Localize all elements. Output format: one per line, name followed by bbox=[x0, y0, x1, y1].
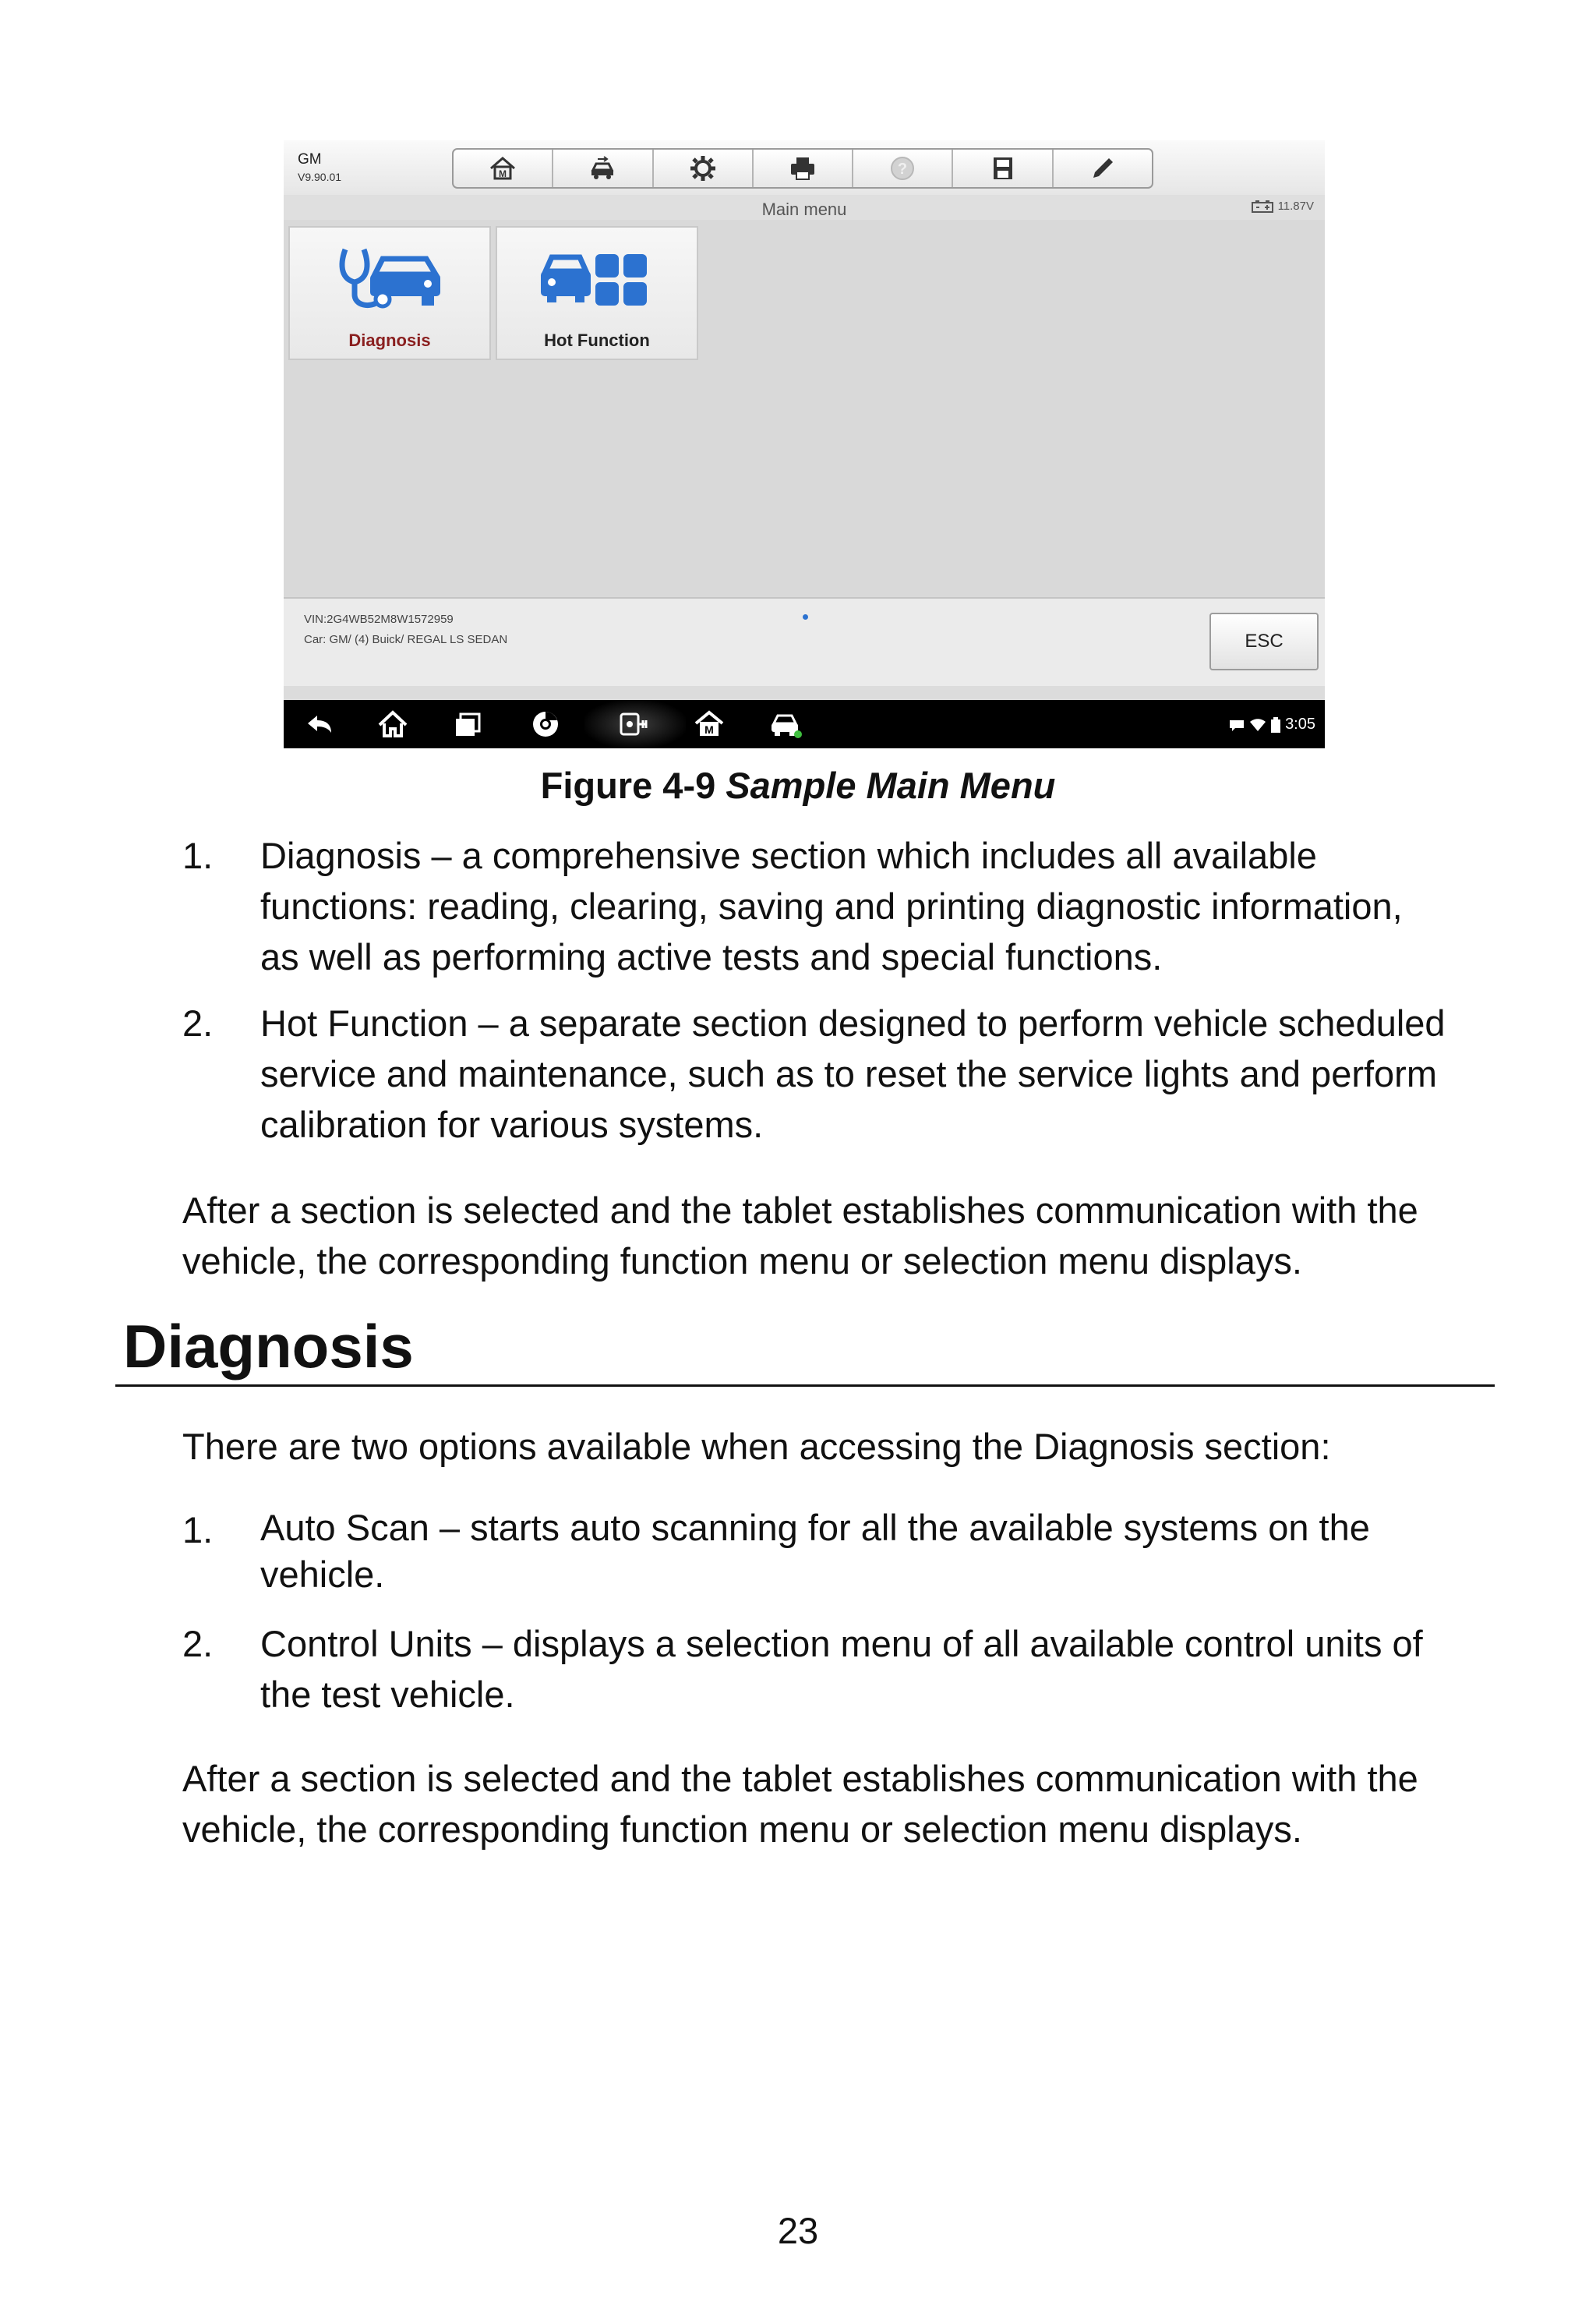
battery-status bbox=[1252, 200, 1314, 213]
text-line: the test vehicle. bbox=[260, 1674, 515, 1715]
list1-item1-text bbox=[260, 830, 1487, 982]
text-line: vehicle. bbox=[260, 1554, 385, 1595]
figure-caption bbox=[0, 764, 1596, 807]
vehicle-info bbox=[304, 610, 507, 650]
car-text: Car: GM/ (4) Buick/ REGAL LS SEDAN bbox=[304, 633, 508, 646]
diagnosis-tile-label: Diagnosis bbox=[348, 331, 431, 350]
text-line: Auto Scan – starts auto scanning for all the available systems on the bbox=[260, 1507, 1370, 1548]
hot-function-icon bbox=[535, 243, 659, 318]
heading-rule bbox=[115, 1384, 1495, 1387]
svg-text:?: ? bbox=[898, 161, 908, 178]
android-nav-bar bbox=[284, 700, 1325, 748]
home-m-icon[interactable] bbox=[454, 150, 553, 187]
svg-text:M: M bbox=[704, 723, 714, 736]
screen-title: Main menu bbox=[761, 200, 847, 219]
home-icon[interactable] bbox=[369, 706, 416, 742]
message-icon bbox=[1229, 719, 1245, 731]
diagnosis-icon bbox=[331, 243, 448, 318]
vehicle-info-bar bbox=[284, 597, 1325, 686]
clock: 3:05 bbox=[1285, 716, 1315, 733]
text-line: After a section is selected and the tablet establishes communication with the bbox=[182, 1190, 1418, 1231]
wifi-icon bbox=[1249, 718, 1266, 732]
hot-function-tile-label: Hot Function bbox=[544, 331, 650, 350]
recent-apps-icon[interactable] bbox=[444, 706, 491, 742]
list2-item2-text bbox=[260, 1618, 1487, 1720]
text-line: vehicle, the corresponding function menu or selection menu displays. bbox=[182, 1240, 1302, 1282]
text-line: as well as performing active tests and special functions. bbox=[260, 936, 1163, 978]
text-line: Control Units – displays a selection menu of all available control units of bbox=[260, 1623, 1423, 1664]
esc-button[interactable]: ESC bbox=[1209, 613, 1319, 670]
battery-status-icon bbox=[1271, 717, 1280, 733]
text-line: vehicle, the corresponding function menu or selection menu displays. bbox=[182, 1808, 1302, 1850]
section-heading: Diagnosis bbox=[123, 1312, 414, 1381]
help-icon[interactable] bbox=[853, 150, 953, 187]
chrome-icon[interactable] bbox=[522, 706, 569, 742]
text-line: After a section is selected and the tablet establishes communication with the bbox=[182, 1758, 1418, 1799]
battery-icon bbox=[1252, 200, 1275, 213]
intro-paragraph: There are two options available when accessing the Diagnosis section: bbox=[182, 1426, 1331, 1467]
page-indicator-dot bbox=[803, 614, 808, 620]
settings-icon[interactable] bbox=[654, 150, 754, 187]
page-number: 23 bbox=[777, 2210, 819, 2251]
brand-info bbox=[298, 151, 341, 186]
car-wifi-icon[interactable] bbox=[762, 706, 809, 742]
software-version: V9.90.01 bbox=[298, 171, 342, 183]
paragraph-2 bbox=[182, 1753, 1487, 1854]
list2-item2-number: 2. bbox=[182, 1623, 214, 1664]
text-line: functions: reading, clearing, saving and printing diagnostic information, bbox=[260, 886, 1403, 927]
list2-item1-number: 1. bbox=[182, 1509, 214, 1550]
back-icon[interactable] bbox=[296, 706, 343, 742]
vin-text: VIN:2G4WB52M8W1572959 bbox=[304, 613, 454, 626]
vehicle-swap-icon[interactable] bbox=[553, 150, 653, 187]
text-line: Diagnosis – a comprehensive section which includes all available bbox=[260, 835, 1317, 876]
text-line: Hot Function – a separate section designed to perform vehicle scheduled bbox=[260, 1002, 1446, 1044]
vci-icon[interactable] bbox=[611, 706, 658, 742]
list1-item1-number: 1. bbox=[182, 835, 214, 876]
maxisys-icon[interactable] bbox=[686, 706, 733, 742]
top-bar bbox=[284, 140, 1325, 195]
main-menu-screenshot bbox=[284, 140, 1325, 748]
diagnosis-tile[interactable] bbox=[288, 226, 491, 360]
main-menu-content bbox=[284, 220, 1325, 597]
list1-item2-number: 2. bbox=[182, 1002, 214, 1044]
edit-icon[interactable] bbox=[1054, 150, 1152, 187]
print-icon[interactable] bbox=[754, 150, 853, 187]
list1-item2-text bbox=[260, 998, 1487, 1150]
hot-function-tile[interactable] bbox=[496, 226, 698, 360]
toolbar bbox=[452, 148, 1153, 189]
battery-voltage: 11.87V bbox=[1277, 200, 1314, 213]
brand-name: GM bbox=[298, 151, 322, 168]
text-line: service and maintenance, such as to reset the service lights and perform bbox=[260, 1053, 1437, 1094]
svg-text:M: M bbox=[499, 168, 507, 179]
figure-title: Sample Main Menu bbox=[726, 765, 1056, 806]
save-icon[interactable] bbox=[953, 150, 1053, 187]
text-line: calibration for various systems. bbox=[260, 1104, 764, 1145]
title-bar bbox=[284, 195, 1325, 220]
paragraph-1 bbox=[182, 1185, 1487, 1286]
list2-item1-text bbox=[260, 1504, 1487, 1598]
status-area bbox=[1229, 716, 1315, 734]
figure-number: Figure 4-9 bbox=[540, 765, 726, 806]
